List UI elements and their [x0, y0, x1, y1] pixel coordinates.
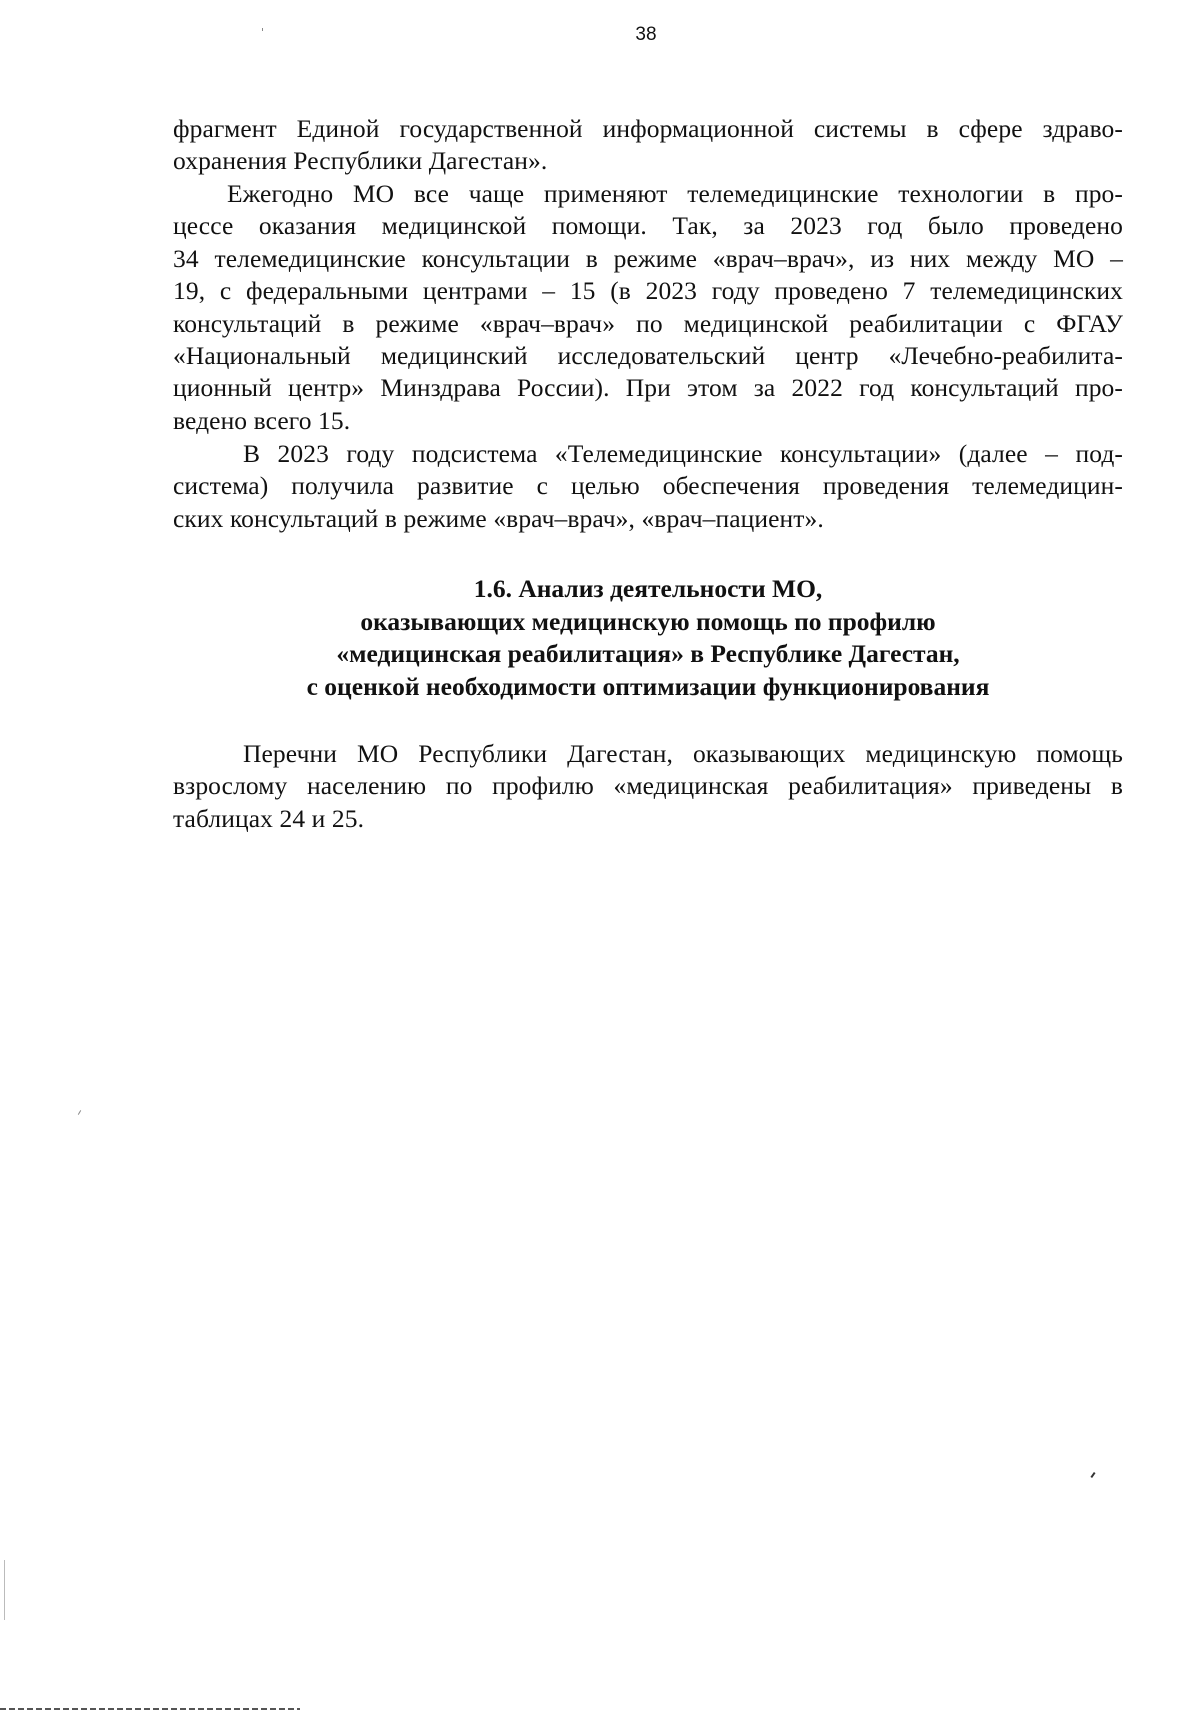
paragraph-continuation	[173, 113, 1123, 178]
page-number: 38	[635, 24, 657, 45]
text-line: консультаций в режиме «врач–врач» по медицинской реабилитации с ФГАУ	[173, 308, 1123, 338]
text-line: ционный центр» Минздрава России). При этом за 2022 год консультаций про-	[173, 373, 1123, 403]
paragraph-telemedicine	[173, 178, 1123, 437]
text-line: В 2023 году подсистема «Телемедицинские консультации» (далее – под-	[243, 439, 1123, 468]
text-line: 34 телемедицинские консультации в режиме «врач–врач», из них между МО –	[173, 243, 1123, 273]
text-line: взрослому населению по профилю «медицинская реабилитация» приведены в	[173, 771, 1123, 801]
scan-speck	[262, 28, 263, 31]
text-line: «Национальный медицинский исследовательский центр «Лечебно-реабилита-	[173, 341, 1123, 371]
text-line: 19, с федеральными центрами – 15 (в 2023 году проведено 7 телемедицинских	[173, 276, 1123, 306]
text-line: охранения Республики Дагестан».	[173, 146, 548, 176]
text-line: Перечни МО Республики Дагестан, оказывающих медицинскую помощь	[243, 739, 1123, 768]
heading-line: «медицинская реабилитация» в Республике Дагестан,	[336, 639, 960, 669]
text-line: система) получила развитие с целью обеспечения проведения телемедицин-	[173, 471, 1123, 501]
text-line: фрагмент Единой государственной информационной системы в сфере здраво-	[173, 114, 1123, 143]
text-line: таблицах 24 и 25.	[173, 803, 365, 833]
paragraph-subsystem	[173, 438, 1123, 535]
paragraph-lists	[173, 738, 1123, 835]
text-line: ведено всего 15.	[173, 405, 351, 435]
text-line: ских консультаций в режиме «врач–врач», «врач–пациент».	[173, 503, 824, 533]
scan-speck	[78, 1110, 81, 1115]
text-line: Ежегодно МО все чаще применяют телемедицинские технологии в про-	[227, 179, 1123, 208]
text-line: цессе оказания медицинской помощи. Так, за 2023 год было проведено	[173, 211, 1123, 241]
section-heading	[173, 573, 1123, 703]
scan-speck	[1090, 1472, 1095, 1478]
scan-edge	[4, 1560, 5, 1620]
heading-line: с оценкой необходимости оптимизации функционирования	[306, 671, 990, 701]
scan-edge	[0, 1708, 300, 1710]
heading-line: оказывающих медицинскую помощь по профилю	[360, 606, 936, 636]
heading-line: 1.6. Анализ деятельности МО,	[473, 574, 823, 603]
